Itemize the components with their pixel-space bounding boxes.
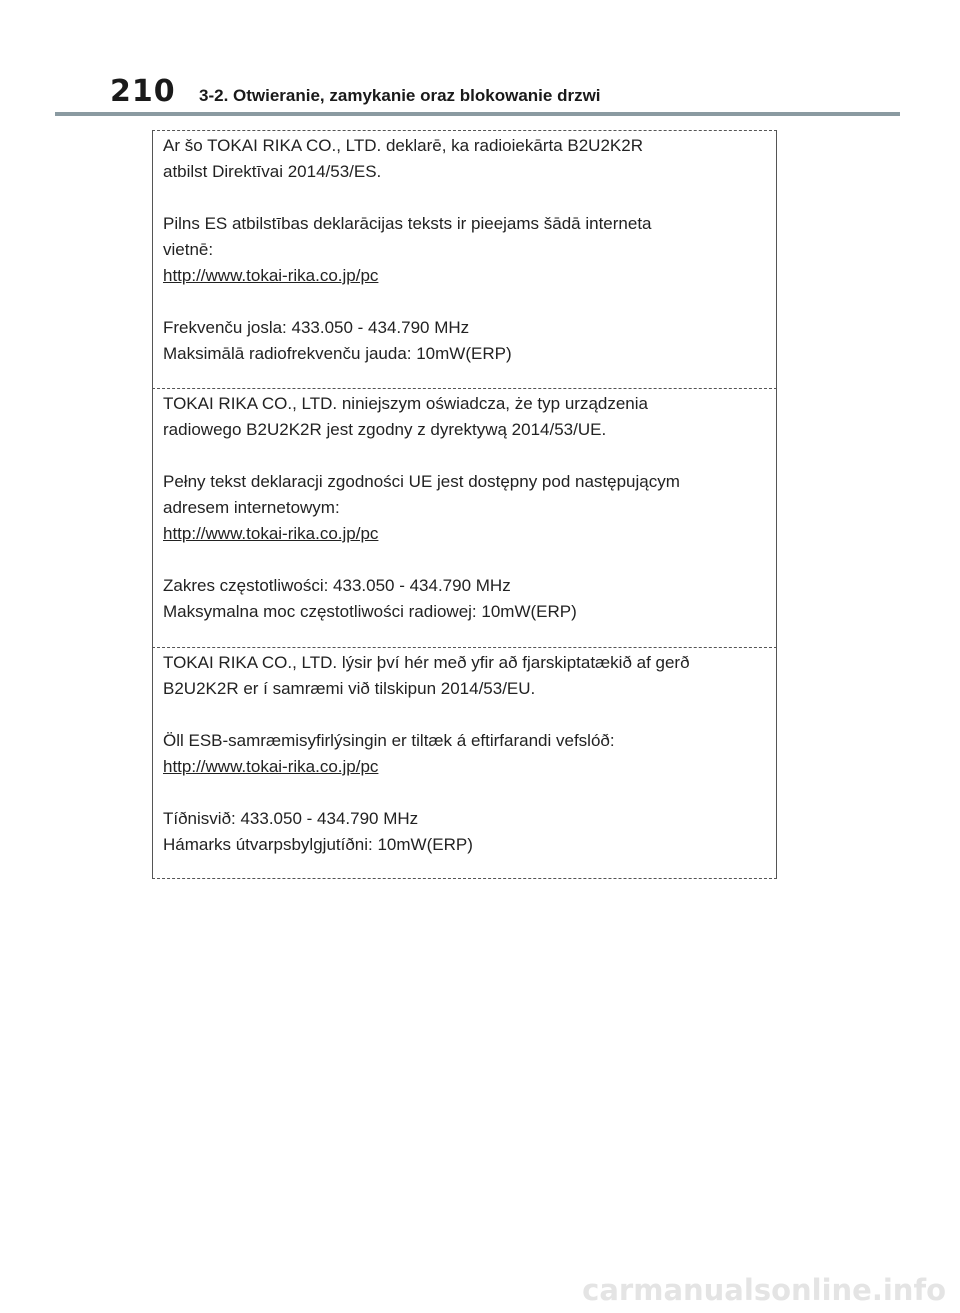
latvian-frequency: Frekvenču josla: 433.050 - 434.790 MHz [163,318,470,337]
site-watermark: carmanualsonline.info [582,1273,946,1307]
header-divider [55,112,900,116]
latvian-fulltext-line-1: Pilns ES atbilstības deklarācijas teksts ir pieejams šādā interneta [163,214,652,233]
polish-fulltext-line-1: Pełny tekst deklaracji zgodności UE jest dostępny pod następującym [163,472,680,491]
icelandic-declaration-line-2: B2U2K2R er í samræmi við tilskipun 2014/53/EU. [163,679,536,698]
icelandic-declaration-link[interactable]: http://www.tokai-rika.co.jp/pc [163,757,379,776]
latvian-declaration-line-1: Ar šo TOKAI RIKA CO., LTD. deklarē, ka radioiekārta B2U2K2R [163,136,643,155]
latvian-declaration-box [152,130,777,388]
polish-power: Maksymalna moc częstotliwości radiowej: 10mW(ERP) [163,602,577,621]
latvian-declaration-link[interactable]: http://www.tokai-rika.co.jp/pc [163,266,379,285]
icelandic-fulltext-line-1: Öll ESB-samræmisyfirlýsingin er tiltæk á eftirfarandi vefslóð: [163,731,615,750]
polish-declaration-link[interactable]: http://www.tokai-rika.co.jp/pc [163,524,379,543]
section-title: 3-2. Otwieranie, zamykanie oraz blokowanie drzwi [199,86,601,105]
icelandic-declaration-box [152,647,777,879]
page-number: 210 [110,74,176,109]
latvian-fulltext-line-2: vietnē: [163,240,214,259]
icelandic-declaration-line-1: TOKAI RIKA CO., LTD. lýsir því hér með yfir að fjarskiptatækið af gerð [163,653,690,672]
polish-frequency: Zakres częstotliwości: 433.050 - 434.790 MHz [163,576,511,595]
latvian-power: Maksimālā radiofrekvenču jauda: 10mW(ERP) [163,344,512,363]
latvian-declaration-line-2: atbilst Direktīvai 2014/53/ES. [163,162,382,181]
icelandic-power: Hámarks útvarpsbylgjutíðni: 10mW(ERP) [163,835,473,854]
page-header [0,0,960,120]
icelandic-frequency: Tíðnisvið: 433.050 - 434.790 MHz [163,809,419,828]
polish-declaration-line-2: radiowego B2U2K2R jest zgodny z dyrektywą 2014/53/UE. [163,420,607,439]
polish-declaration-line-1: TOKAI RIKA CO., LTD. niniejszym oświadcza, że typ urządzenia [163,394,648,413]
polish-declaration-box [152,388,777,647]
polish-fulltext-line-2: adresem internetowym: [163,498,340,517]
